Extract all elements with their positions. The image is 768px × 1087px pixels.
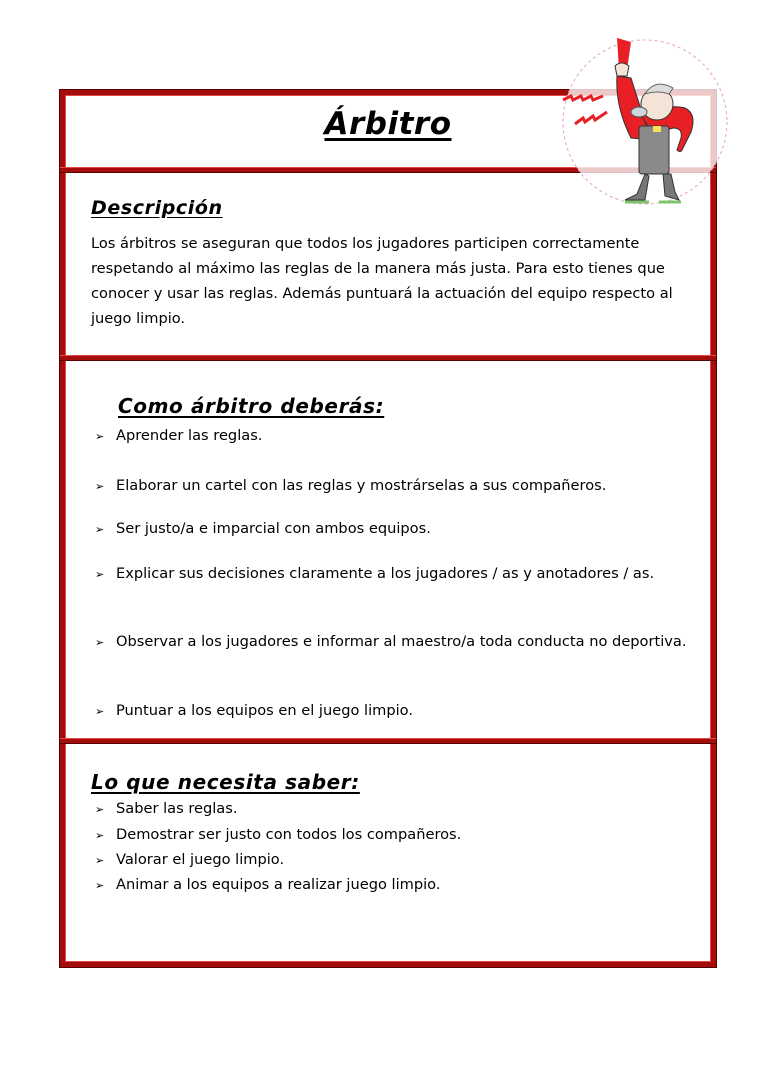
referee-red-card-icon <box>553 30 737 206</box>
arrow-bullet-icon: ➢ <box>95 829 105 842</box>
duty-item: ➢ Explicar sus decisiones claramente a los jugadores / as y anotadores / as. <box>95 562 700 587</box>
description-divider <box>60 355 716 361</box>
arrow-bullet-icon: ➢ <box>95 803 105 816</box>
arrow-bullet-icon: ➢ <box>95 430 105 443</box>
duties-heading: Como árbitro deberás: <box>118 394 385 418</box>
duty-item: ➢ Elaborar un cartel con las reglas y mostrárselas a sus compañeros. <box>95 475 700 498</box>
knowledge-heading: Lo que necesita saber: <box>91 770 360 794</box>
knowledge-item: ➢ Saber las reglas. <box>95 798 700 821</box>
description-heading: Descripción <box>91 197 223 219</box>
page-title: Árbitro <box>324 106 452 142</box>
arrow-bullet-icon: ➢ <box>95 854 105 867</box>
duty-item: ➢ Puntuar a los equipos en el juego limpio. <box>95 700 700 723</box>
arrow-bullet-icon: ➢ <box>95 705 105 718</box>
arrow-bullet-icon: ➢ <box>95 636 105 649</box>
knowledge-item: ➢ Valorar el juego limpio. <box>95 849 700 872</box>
arrow-bullet-icon: ➢ <box>95 568 105 581</box>
duty-item: ➢ Aprender las reglas. <box>95 425 700 448</box>
duty-item: ➢ Ser justo/a e imparcial con ambos equipos. <box>95 518 700 541</box>
arrow-bullet-icon: ➢ <box>95 480 105 493</box>
arrow-bullet-icon: ➢ <box>95 523 105 536</box>
duty-item: ➢ Observar a los jugadores e informar al maestro/a toda conducta no deportiva. <box>95 630 700 655</box>
arrow-bullet-icon: ➢ <box>95 879 105 892</box>
knowledge-item: ➢ Demostrar ser justo con todos los compañeros. <box>95 824 700 847</box>
duties-divider <box>60 738 716 744</box>
knowledge-item: ➢ Animar a los equipos a realizar juego limpio. <box>95 874 700 897</box>
description-text: Los árbitros se aseguran que todos los jugadores participen correctamente respetando al máximo las reglas de la manera más justa. Para esto tienes que conocer y usar las reglas. Además puntuará la actuación del equipo respecto al juego limpio. <box>91 235 673 327</box>
